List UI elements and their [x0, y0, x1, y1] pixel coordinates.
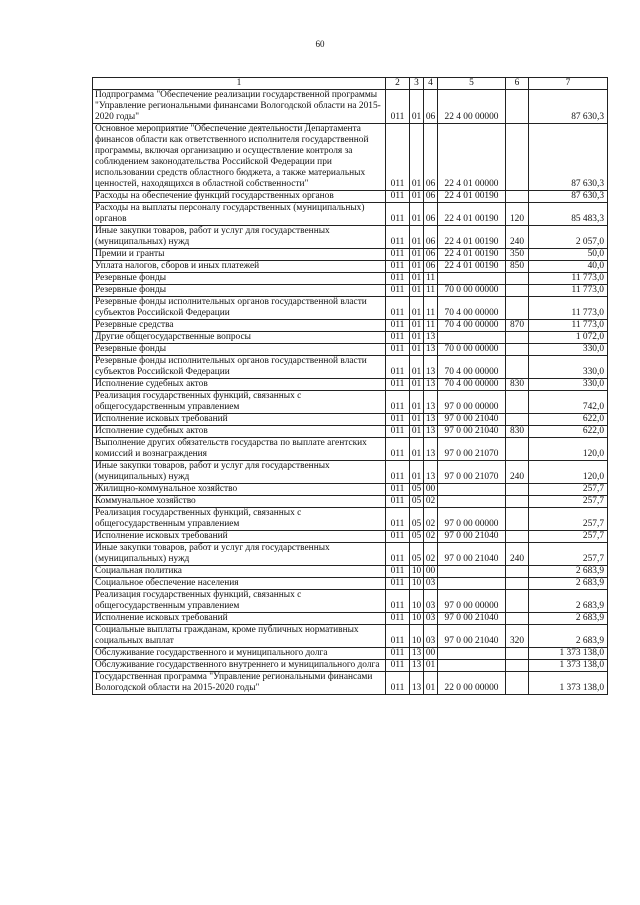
row-amount-cell: 330,0 — [529, 379, 608, 391]
row-target-article-cell: 97 0 00 21040 — [438, 543, 506, 566]
row-name-cell: Резервные фонды исполнительных органов государственной власти субъектов Российской Федерации — [93, 297, 386, 320]
row-grbs-cell: 011 — [386, 414, 410, 426]
row-name-cell: Резервные средства — [93, 320, 386, 332]
row-section-cell: 01 — [410, 285, 424, 297]
row-expense-type-cell — [506, 578, 529, 590]
row-target-article-cell: 70 4 00 00000 — [438, 356, 506, 379]
table-row — [93, 625, 608, 648]
row-target-article-cell: 22 4 01 00190 — [438, 203, 506, 226]
row-target-article-cell — [438, 273, 506, 285]
table-row — [93, 356, 608, 379]
row-subsection-cell: 13 — [424, 414, 438, 426]
row-name-cell: Жилищно-коммунальное хозяйство — [93, 484, 386, 496]
row-expense-type-cell: 240 — [506, 461, 529, 484]
row-grbs-cell: 011 — [386, 438, 410, 461]
row-section-cell: 01 — [410, 124, 424, 191]
row-name-cell: Резервные фонды — [93, 344, 386, 356]
row-expense-type-cell: 830 — [506, 426, 529, 438]
row-expense-type-cell: 120 — [506, 203, 529, 226]
row-target-article-cell: 97 0 00 21070 — [438, 438, 506, 461]
row-name-cell: Государственная программа "Управление региональными финансами Вологодской области на 2015-2020 годы" — [93, 672, 386, 695]
row-expense-type-cell — [506, 356, 529, 379]
table-row — [93, 660, 608, 672]
row-expense-type-cell — [506, 285, 529, 297]
row-grbs-cell: 011 — [386, 379, 410, 391]
row-subsection-cell: 06 — [424, 226, 438, 249]
column-header: 6 — [506, 78, 529, 90]
row-section-cell: 10 — [410, 625, 424, 648]
row-subsection-cell: 01 — [424, 672, 438, 695]
row-name-cell: Выполнение других обязательств государства по выплате агентских комиссий и вознаграждения — [93, 438, 386, 461]
table-row — [93, 426, 608, 438]
row-amount-cell: 120,0 — [529, 438, 608, 461]
row-expense-type-cell: 350 — [506, 249, 529, 261]
row-amount-cell: 257,7 — [529, 531, 608, 543]
row-amount-cell: 120,0 — [529, 461, 608, 484]
row-section-cell: 01 — [410, 426, 424, 438]
table-row — [93, 90, 608, 124]
row-name-cell: Иные закупки товаров, работ и услуг для государственных (муниципальных) нужд — [93, 543, 386, 566]
row-section-cell: 01 — [410, 203, 424, 226]
row-expense-type-cell — [506, 273, 529, 285]
row-target-article-cell: 22 4 01 00190 — [438, 261, 506, 273]
budget-table — [92, 77, 608, 695]
row-grbs-cell: 011 — [386, 332, 410, 344]
row-expense-type-cell — [506, 297, 529, 320]
row-grbs-cell: 011 — [386, 543, 410, 566]
column-header: 1 — [93, 78, 386, 90]
row-target-article-cell: 97 0 00 21040 — [438, 613, 506, 625]
row-amount-cell: 2 683,9 — [529, 590, 608, 613]
row-section-cell: 13 — [410, 672, 424, 695]
row-name-cell: Резервные фонды исполнительных органов государственной власти субъектов Российской Федерации — [93, 356, 386, 379]
row-amount-cell: 11 773,0 — [529, 285, 608, 297]
row-target-article-cell: 97 0 00 21040 — [438, 426, 506, 438]
row-section-cell: 05 — [410, 543, 424, 566]
row-name-cell: Основное мероприятие "Обеспечение деятельности Департамента финансов области как ответственного исполнителя государственной программы, включая организацию и осуществление контроля за соблюдением законодательства Российской Федерации при использовании средств областного бюджета, а также материальных ценностей, находящихся в областной собственности" — [93, 124, 386, 191]
row-target-article-cell — [438, 566, 506, 578]
row-target-article-cell: 22 4 01 00190 — [438, 191, 506, 203]
row-expense-type-cell — [506, 648, 529, 660]
row-expense-type-cell — [506, 508, 529, 531]
row-amount-cell: 1 373 138,0 — [529, 648, 608, 660]
row-section-cell: 01 — [410, 297, 424, 320]
row-subsection-cell: 02 — [424, 531, 438, 543]
row-grbs-cell: 011 — [386, 508, 410, 531]
page-number: 60 — [315, 39, 325, 49]
row-subsection-cell: 06 — [424, 191, 438, 203]
row-subsection-cell: 03 — [424, 625, 438, 648]
column-header: 2 — [386, 78, 410, 90]
table-row — [93, 484, 608, 496]
row-target-article-cell: 97 0 00 21040 — [438, 414, 506, 426]
row-amount-cell: 50,0 — [529, 249, 608, 261]
row-amount-cell: 622,0 — [529, 414, 608, 426]
row-target-article-cell: 97 0 00 00000 — [438, 391, 506, 414]
row-section-cell: 01 — [410, 191, 424, 203]
row-amount-cell: 257,7 — [529, 508, 608, 531]
table-row — [93, 261, 608, 273]
table-row — [93, 391, 608, 414]
row-grbs-cell: 011 — [386, 496, 410, 508]
row-target-article-cell: 22 4 00 00000 — [438, 90, 506, 124]
row-subsection-cell: 13 — [424, 344, 438, 356]
row-name-cell: Премии и гранты — [93, 249, 386, 261]
row-grbs-cell: 011 — [386, 297, 410, 320]
table-row — [93, 249, 608, 261]
row-expense-type-cell — [506, 590, 529, 613]
row-amount-cell: 257,7 — [529, 543, 608, 566]
row-name-cell: Социальная политика — [93, 566, 386, 578]
table-row — [93, 648, 608, 660]
row-grbs-cell: 011 — [386, 566, 410, 578]
row-name-cell: Социальные выплаты гражданам, кроме публичных нормативных социальных выплат — [93, 625, 386, 648]
row-section-cell: 10 — [410, 566, 424, 578]
row-amount-cell: 87 630,3 — [529, 90, 608, 124]
row-target-article-cell: 97 0 00 21070 — [438, 461, 506, 484]
row-name-cell: Расходы на обеспечение функций государственных органов — [93, 191, 386, 203]
row-target-article-cell: 97 0 00 00000 — [438, 590, 506, 613]
row-subsection-cell: 01 — [424, 660, 438, 672]
row-section-cell: 13 — [410, 660, 424, 672]
column-header: 4 — [424, 78, 438, 90]
row-grbs-cell: 011 — [386, 531, 410, 543]
row-grbs-cell: 011 — [386, 625, 410, 648]
row-target-article-cell: 70 4 00 00000 — [438, 297, 506, 320]
row-subsection-cell: 13 — [424, 332, 438, 344]
table-row — [93, 297, 608, 320]
row-subsection-cell: 11 — [424, 320, 438, 332]
row-amount-cell: 2 683,9 — [529, 625, 608, 648]
row-target-article-cell: 22 4 01 00190 — [438, 226, 506, 249]
row-subsection-cell: 06 — [424, 249, 438, 261]
table-row — [93, 379, 608, 391]
row-amount-cell: 330,0 — [529, 356, 608, 379]
row-subsection-cell: 06 — [424, 203, 438, 226]
row-target-article-cell: 70 4 00 00000 — [438, 320, 506, 332]
table-row — [93, 508, 608, 531]
row-grbs-cell: 011 — [386, 426, 410, 438]
column-header: 5 — [438, 78, 506, 90]
row-name-cell: Исполнение судебных актов — [93, 379, 386, 391]
row-grbs-cell: 011 — [386, 648, 410, 660]
row-section-cell: 10 — [410, 578, 424, 590]
row-target-article-cell — [438, 578, 506, 590]
row-expense-type-cell: 240 — [506, 226, 529, 249]
table-row — [93, 461, 608, 484]
row-grbs-cell: 011 — [386, 613, 410, 625]
row-grbs-cell: 011 — [386, 226, 410, 249]
row-target-article-cell: 70 0 00 00000 — [438, 344, 506, 356]
row-subsection-cell: 11 — [424, 297, 438, 320]
row-amount-cell: 2 683,9 — [529, 566, 608, 578]
row-name-cell: Обслуживание государственного и муниципального долга — [93, 648, 386, 660]
table-row — [93, 438, 608, 461]
table-row — [93, 320, 608, 332]
row-grbs-cell: 011 — [386, 90, 410, 124]
row-name-cell: Реализация государственных функций, связанных с общегосударственным управлением — [93, 391, 386, 414]
row-section-cell: 01 — [410, 461, 424, 484]
row-target-article-cell: 22 4 01 00000 — [438, 124, 506, 191]
row-amount-cell: 11 773,0 — [529, 297, 608, 320]
row-section-cell: 01 — [410, 273, 424, 285]
table-row — [93, 590, 608, 613]
row-amount-cell: 87 630,3 — [529, 124, 608, 191]
table-body — [93, 90, 608, 695]
row-name-cell: Коммунальное хозяйство — [93, 496, 386, 508]
row-amount-cell: 2 683,9 — [529, 613, 608, 625]
row-section-cell: 01 — [410, 90, 424, 124]
row-amount-cell: 1 373 138,0 — [529, 660, 608, 672]
row-section-cell: 01 — [410, 261, 424, 273]
row-section-cell: 05 — [410, 531, 424, 543]
row-expense-type-cell — [506, 191, 529, 203]
row-name-cell: Реализация государственных функций, связанных с общегосударственным управлением — [93, 508, 386, 531]
row-name-cell: Резервные фонды — [93, 273, 386, 285]
row-name-cell: Исполнение судебных актов — [93, 426, 386, 438]
row-grbs-cell: 011 — [386, 261, 410, 273]
row-grbs-cell: 011 — [386, 672, 410, 695]
row-grbs-cell: 011 — [386, 203, 410, 226]
row-name-cell: Обслуживание государственного внутреннего и муниципального долга — [93, 660, 386, 672]
row-expense-type-cell — [506, 613, 529, 625]
row-amount-cell: 1 072,0 — [529, 332, 608, 344]
row-target-article-cell: 70 0 00 00000 — [438, 285, 506, 297]
row-target-article-cell: 97 0 00 21040 — [438, 531, 506, 543]
row-amount-cell: 87 630,3 — [529, 191, 608, 203]
row-target-article-cell: 97 0 00 21040 — [438, 625, 506, 648]
row-grbs-cell: 011 — [386, 344, 410, 356]
row-subsection-cell: 00 — [424, 648, 438, 660]
row-name-cell: Уплата налогов, сборов и иных платежей — [93, 261, 386, 273]
row-name-cell: Исполнение исковых требований — [93, 613, 386, 625]
row-section-cell: 01 — [410, 414, 424, 426]
row-grbs-cell: 011 — [386, 391, 410, 414]
table-row — [93, 285, 608, 297]
row-amount-cell: 11 773,0 — [529, 273, 608, 285]
row-expense-type-cell — [506, 414, 529, 426]
row-section-cell: 01 — [410, 344, 424, 356]
row-grbs-cell: 011 — [386, 590, 410, 613]
table-row — [93, 226, 608, 249]
table-row — [93, 273, 608, 285]
row-grbs-cell: 011 — [386, 320, 410, 332]
row-subsection-cell: 03 — [424, 590, 438, 613]
row-amount-cell: 1 373 138,0 — [529, 672, 608, 695]
row-section-cell: 13 — [410, 648, 424, 660]
row-section-cell: 01 — [410, 391, 424, 414]
row-subsection-cell: 13 — [424, 356, 438, 379]
row-subsection-cell: 13 — [424, 379, 438, 391]
row-subsection-cell: 02 — [424, 543, 438, 566]
row-expense-type-cell — [506, 344, 529, 356]
row-target-article-cell: 70 4 00 00000 — [438, 379, 506, 391]
row-amount-cell: 2 683,9 — [529, 578, 608, 590]
row-name-cell: Исполнение исковых требований — [93, 414, 386, 426]
row-expense-type-cell — [506, 484, 529, 496]
row-subsection-cell: 13 — [424, 391, 438, 414]
row-name-cell: Резервные фонды — [93, 285, 386, 297]
row-grbs-cell: 011 — [386, 273, 410, 285]
row-name-cell: Другие общегосударственные вопросы — [93, 332, 386, 344]
row-name-cell: Подпрограмма "Обеспечение реализации государственной программы "Управление региональными финансами Вологодской области на 2015-2020 годы" — [93, 90, 386, 124]
row-target-article-cell: 22 0 00 00000 — [438, 672, 506, 695]
row-grbs-cell: 011 — [386, 356, 410, 379]
row-amount-cell: 85 483,3 — [529, 203, 608, 226]
row-subsection-cell: 11 — [424, 273, 438, 285]
row-subsection-cell: 06 — [424, 90, 438, 124]
table-row — [93, 124, 608, 191]
row-target-article-cell: 97 0 00 00000 — [438, 508, 506, 531]
row-expense-type-cell — [506, 332, 529, 344]
table-row — [93, 191, 608, 203]
row-grbs-cell: 011 — [386, 285, 410, 297]
row-target-article-cell — [438, 648, 506, 660]
table-row — [93, 578, 608, 590]
row-expense-type-cell: 320 — [506, 625, 529, 648]
table-row — [93, 344, 608, 356]
row-subsection-cell: 06 — [424, 124, 438, 191]
row-subsection-cell: 13 — [424, 461, 438, 484]
row-expense-type-cell: 830 — [506, 379, 529, 391]
row-subsection-cell: 02 — [424, 496, 438, 508]
row-grbs-cell: 011 — [386, 660, 410, 672]
row-amount-cell: 257,7 — [529, 496, 608, 508]
row-subsection-cell: 03 — [424, 578, 438, 590]
column-header: 7 — [529, 78, 608, 90]
row-amount-cell: 330,0 — [529, 344, 608, 356]
row-subsection-cell: 02 — [424, 508, 438, 531]
row-expense-type-cell — [506, 438, 529, 461]
row-name-cell: Иные закупки товаров, работ и услуг для государственных (муниципальных) нужд — [93, 461, 386, 484]
row-section-cell: 01 — [410, 356, 424, 379]
table-row — [93, 672, 608, 695]
row-subsection-cell: 11 — [424, 285, 438, 297]
row-target-article-cell — [438, 660, 506, 672]
row-subsection-cell: 00 — [424, 484, 438, 496]
row-amount-cell: 11 773,0 — [529, 320, 608, 332]
row-section-cell: 01 — [410, 226, 424, 249]
row-subsection-cell: 03 — [424, 613, 438, 625]
table-row — [93, 543, 608, 566]
row-section-cell: 05 — [410, 496, 424, 508]
row-expense-type-cell: 240 — [506, 543, 529, 566]
row-expense-type-cell — [506, 672, 529, 695]
row-name-cell: Социальное обеспечение населения — [93, 578, 386, 590]
table-row — [93, 566, 608, 578]
row-section-cell: 01 — [410, 379, 424, 391]
row-section-cell: 05 — [410, 484, 424, 496]
row-section-cell: 01 — [410, 320, 424, 332]
row-section-cell: 10 — [410, 613, 424, 625]
row-grbs-cell: 011 — [386, 578, 410, 590]
row-expense-type-cell — [506, 90, 529, 124]
row-expense-type-cell — [506, 531, 529, 543]
table-row — [93, 531, 608, 543]
column-header: 3 — [410, 78, 424, 90]
row-name-cell: Иные закупки товаров, работ и услуг для государственных (муниципальных) нужд — [93, 226, 386, 249]
table-row — [93, 414, 608, 426]
row-section-cell: 05 — [410, 508, 424, 531]
row-amount-cell: 40,0 — [529, 261, 608, 273]
column-number-row — [93, 78, 608, 90]
row-section-cell: 01 — [410, 332, 424, 344]
row-amount-cell: 257,7 — [529, 484, 608, 496]
row-section-cell: 01 — [410, 438, 424, 461]
row-target-article-cell — [438, 484, 506, 496]
row-section-cell: 10 — [410, 590, 424, 613]
table-row — [93, 332, 608, 344]
row-expense-type-cell: 870 — [506, 320, 529, 332]
row-section-cell: 01 — [410, 249, 424, 261]
row-expense-type-cell — [506, 660, 529, 672]
row-subsection-cell: 13 — [424, 426, 438, 438]
row-grbs-cell: 011 — [386, 461, 410, 484]
row-target-article-cell: 22 4 01 00190 — [438, 249, 506, 261]
row-name-cell: Реализация государственных функций, связанных с общегосударственным управлением — [93, 590, 386, 613]
row-expense-type-cell — [506, 124, 529, 191]
row-subsection-cell: 00 — [424, 566, 438, 578]
row-subsection-cell: 06 — [424, 261, 438, 273]
row-subsection-cell: 13 — [424, 438, 438, 461]
row-expense-type-cell: 850 — [506, 261, 529, 273]
row-grbs-cell: 011 — [386, 191, 410, 203]
row-target-article-cell — [438, 496, 506, 508]
row-amount-cell: 742,0 — [529, 391, 608, 414]
row-grbs-cell: 011 — [386, 484, 410, 496]
row-target-article-cell — [438, 332, 506, 344]
table-row — [93, 203, 608, 226]
row-grbs-cell: 011 — [386, 124, 410, 191]
row-expense-type-cell — [506, 391, 529, 414]
table-row — [93, 613, 608, 625]
row-amount-cell: 2 057,0 — [529, 226, 608, 249]
row-amount-cell: 622,0 — [529, 426, 608, 438]
row-name-cell: Расходы на выплаты персоналу государственных (муниципальных) органов — [93, 203, 386, 226]
table-row — [93, 496, 608, 508]
row-name-cell: Исполнение исковых требований — [93, 531, 386, 543]
row-expense-type-cell — [506, 566, 529, 578]
row-expense-type-cell — [506, 496, 529, 508]
row-grbs-cell: 011 — [386, 249, 410, 261]
